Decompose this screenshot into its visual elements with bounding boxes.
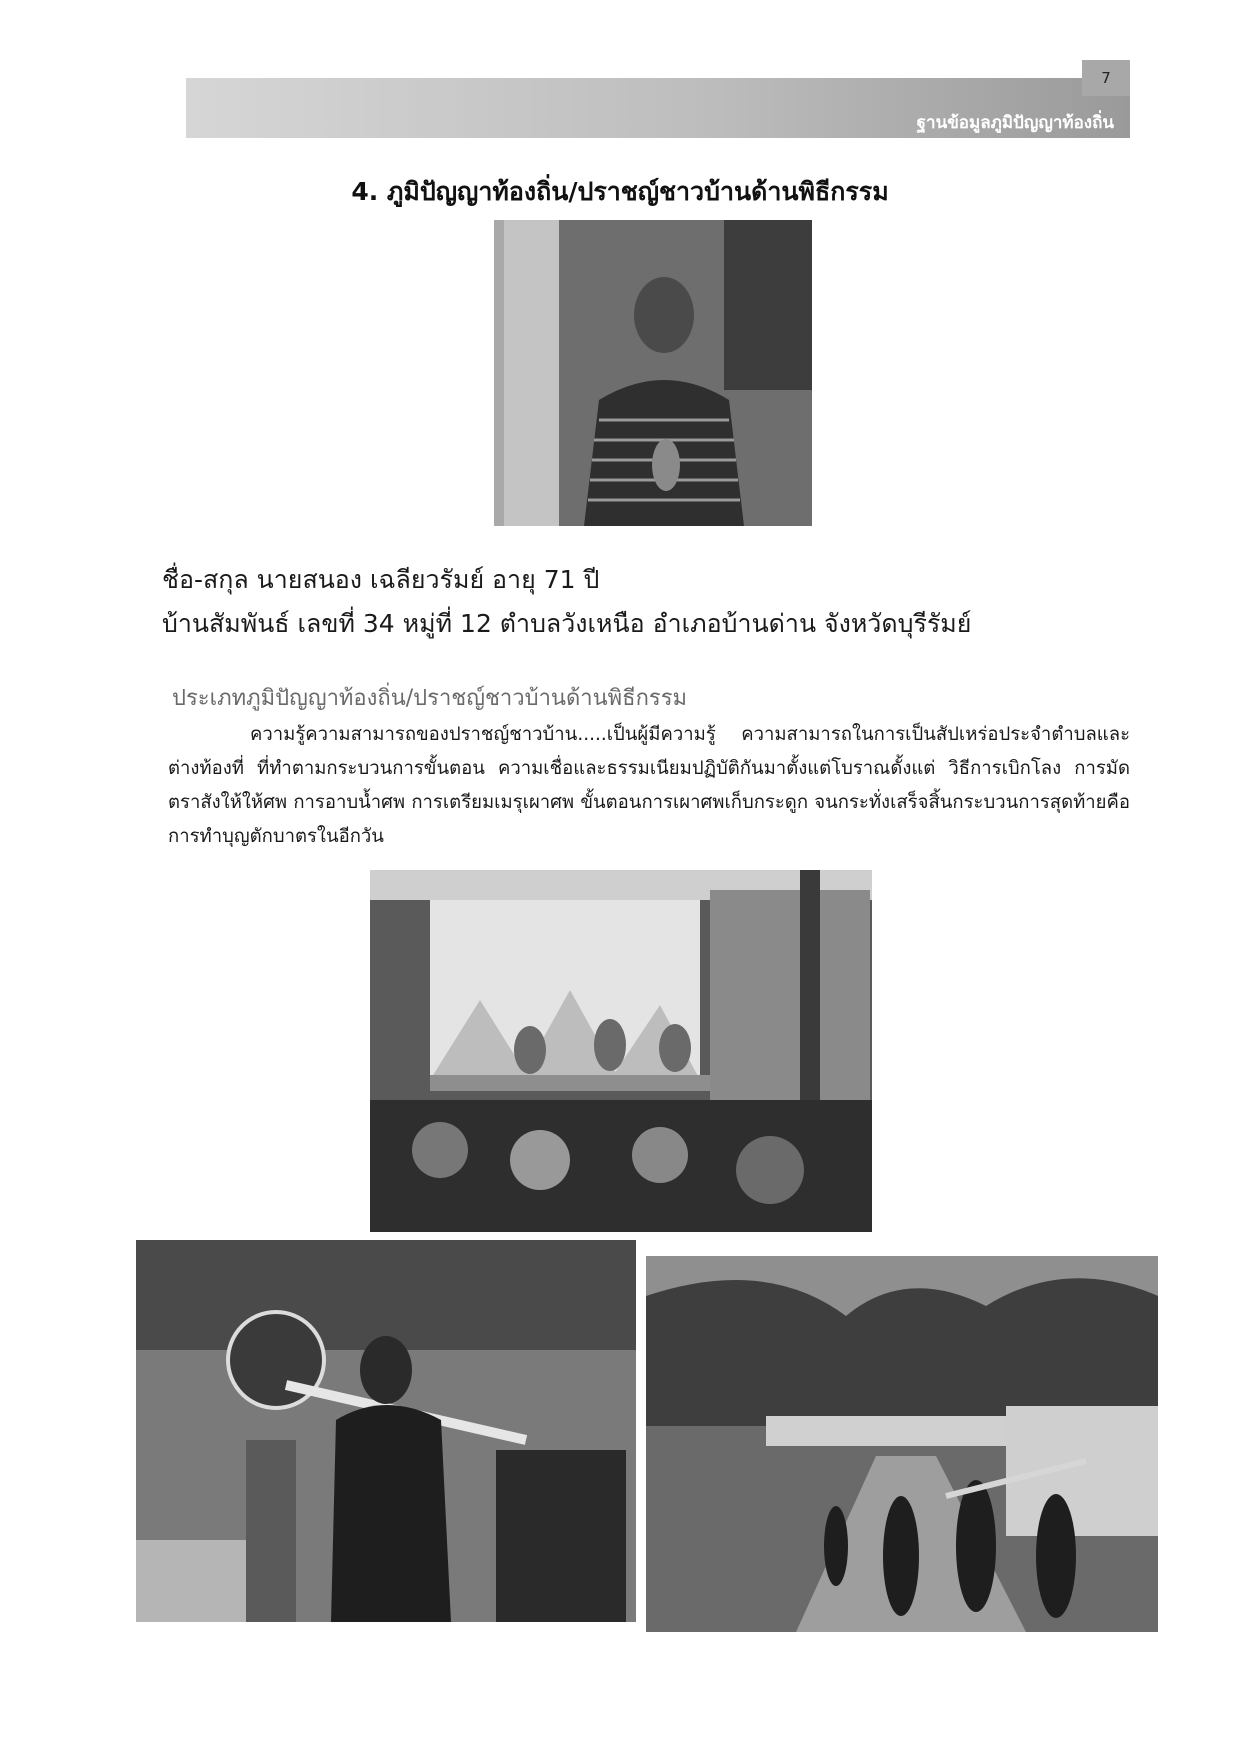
profile-name: ชื่อ-สกุล นายสนอง เฉลียวรัมย์ อายุ 71 ปี [162, 565, 600, 594]
description-paragraph: ความรู้ความสามารถของปราชญ์ชาวบ้าน.....เป็นผู้มีความรู้ ความสามารถในการเป็นสัปเหร่อประจำตำบลและต่างท้องที่ ที่ทำตามกระบวนการขั้นตอน ความเชื่อและธรรมเนียมปฏิบัติกันมาตั้งแต่โบราณดั้งแต่ วิธีการเบิกโลง การมัดตราสังให้ให้ศพ การอาบน้ำศพ การเตรียมเมรุเผาศพ ขั้นตอนการเผาศพเก็บกระดูก จนกระทั่งเสร็จสิ้นกระบวนการสุดท้ายคือการทำบุญตักบาตรในอีกวัน [168, 724, 1130, 847]
header-band [186, 78, 1130, 138]
section-title: 4. ภูมิปัญญาท้องถิ่น/ปราชญ์ชาวบ้านด้านพิธีกรรม [351, 177, 889, 206]
page-number: 7 [1082, 60, 1130, 96]
procession-photo-right [646, 1256, 1158, 1632]
header-title: ฐานข้อมูลภูมิปัญญาท้องถิ่น [916, 113, 1114, 133]
portrait-photo [494, 220, 812, 526]
ceremony-photo [370, 870, 872, 1232]
category-heading: ประเภทภูมิปัญญาท้องถิ่น/ปราชญ์ชาวบ้านด้านพิธีกรรม [172, 686, 688, 711]
procession-photo-left [136, 1240, 636, 1622]
profile-address: บ้านสัมพันธ์ เลขที่ 34 หมู่ที่ 12 ตำบลวังเหนือ อำเภอบ้านด่าน จังหวัดบุรีรัมย์ [162, 609, 972, 638]
